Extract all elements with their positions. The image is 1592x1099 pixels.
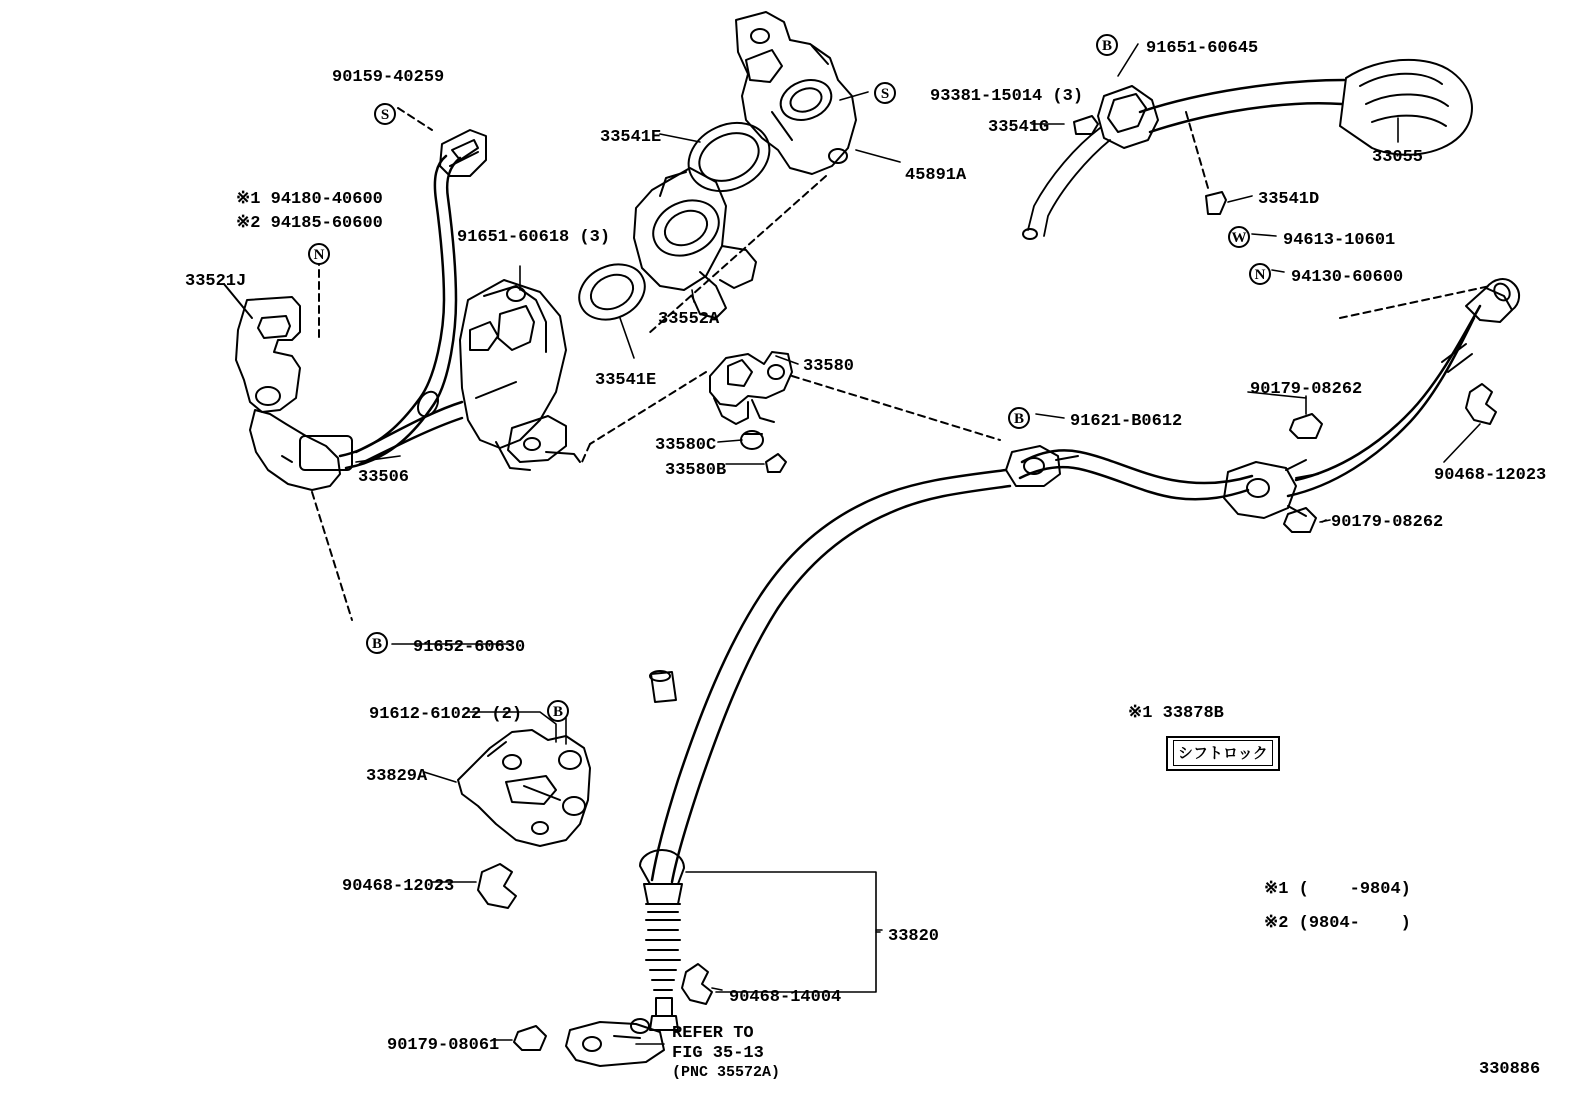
callout-33829A: 33829A <box>366 767 428 786</box>
callout-90179-08061: 90179-08061 <box>387 1036 500 1055</box>
badge-n-nut-2: N <box>1249 263 1271 285</box>
callout-94185-60600: ※2 94185-60600 <box>236 214 383 233</box>
callout-90179-08262-bottom: 90179-08262 <box>1331 513 1444 532</box>
callout-94180-40600: ※1 94180-40600 <box>236 190 383 209</box>
badge-b-bolt-4: B <box>547 700 569 722</box>
callout-33541E-upper: 33541E <box>600 128 662 147</box>
callout-91651-60645: 91651-60645 <box>1146 39 1259 58</box>
callout-90468-14004: 90468-14004 <box>729 988 842 1007</box>
callout-33580B: 33580B <box>665 461 727 480</box>
callout-91651-60618: 91651-60618 (3) <box>457 228 611 247</box>
callout-33541E-lower: 33541E <box>595 371 657 390</box>
badge-b-bolt-3: B <box>366 632 388 654</box>
callout-33580C: 33580C <box>655 436 717 455</box>
badge-b-bolt-2: B <box>1008 407 1030 429</box>
callout-90179-08262-top: 90179-08262 <box>1250 380 1363 399</box>
callout-refer-line-3: (PNC 35572A) <box>672 1064 781 1081</box>
badge-s-screw-1: S <box>374 103 396 125</box>
badge-n-nut-1: N <box>308 243 330 265</box>
badge-b-bolt-1: B <box>1096 34 1118 56</box>
callout-33541D: 33541D <box>1258 190 1320 209</box>
callout-94613-10601: 94613-10601 <box>1283 231 1396 250</box>
callout-refer-line-1: REFER TO <box>672 1024 754 1043</box>
callout-90468-12023-left: 90468-12023 <box>342 877 455 896</box>
shift-lock-plate <box>1166 736 1280 771</box>
legend-note-2: ※2 (9804- ) <box>1264 914 1411 933</box>
callout-91612-61022: 91612-61022 (2) <box>369 705 523 724</box>
badge-w-washer-1: W <box>1228 226 1250 248</box>
callout-45891A: 45891A <box>905 166 967 185</box>
callout-33552A: 33552A <box>658 310 720 329</box>
legend-note-1: ※1 ( -9804) <box>1264 880 1411 899</box>
callout-91652-60630: 91652-60630 <box>413 638 526 657</box>
callout-93381-15014: 93381-15014 (3) <box>930 87 1084 106</box>
callout-90468-12023-right: 90468-12023 <box>1434 466 1547 485</box>
sheet-code: 330886 <box>1479 1060 1541 1079</box>
callout-91621-B0612: 91621-B0612 <box>1070 412 1183 431</box>
callout-33580: 33580 <box>803 357 855 376</box>
callout-33506: 33506 <box>358 468 410 487</box>
callout-refer-line-2: FIG 35-13 <box>672 1044 764 1063</box>
callout-33521J: 33521J <box>185 272 247 291</box>
callout-33820: 33820 <box>888 927 940 946</box>
shift-lock-plate-text: シフトロック <box>1173 740 1273 766</box>
callout-33055: 33055 <box>1372 148 1424 167</box>
callout-94130-60600: 94130-60600 <box>1291 268 1404 287</box>
shift-lock-part-number: ※1 33878B <box>1128 704 1224 723</box>
callout-90159-40259: 90159-40259 <box>332 68 445 87</box>
badge-s-screw-2: S <box>874 82 896 104</box>
callout-33541G: 33541G <box>988 118 1050 137</box>
